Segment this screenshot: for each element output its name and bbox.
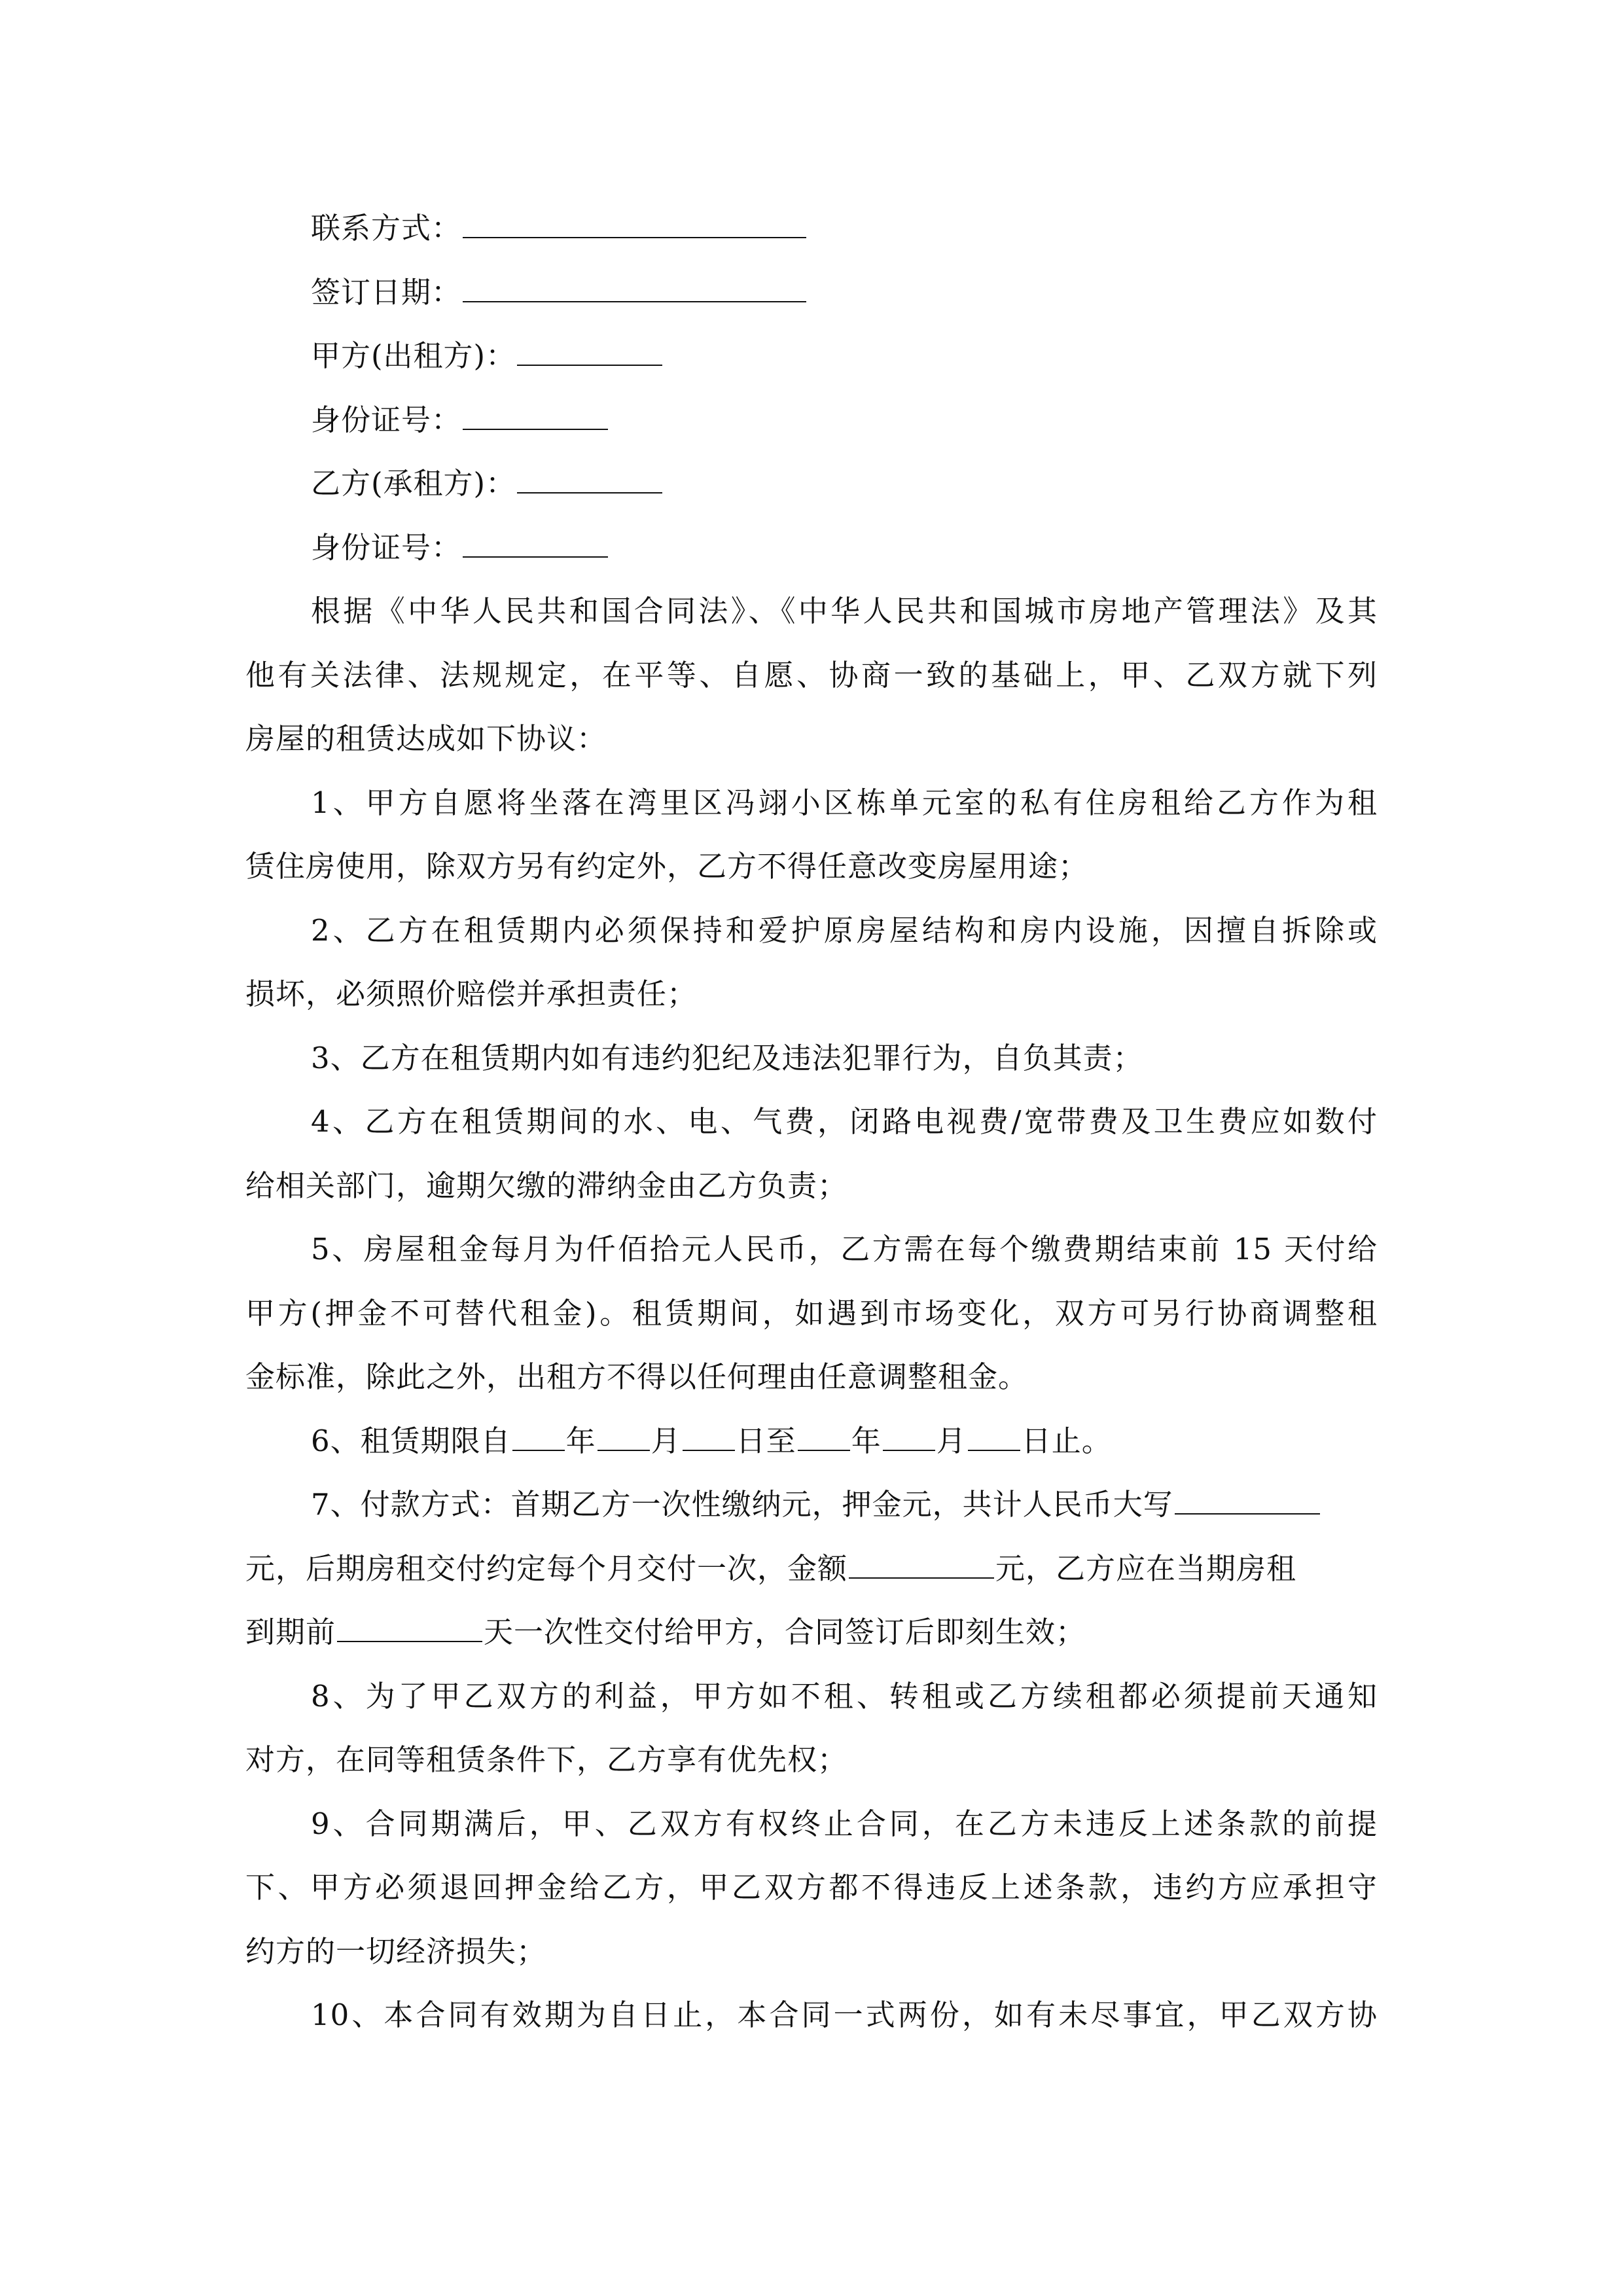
preamble-line: 他有关法律、法规规定，在平等、自愿、协商一致的基础上，甲、乙双方就下列: [245, 657, 1378, 692]
clause-5: [245, 1217, 1378, 1409]
month-label: 月: [936, 1423, 967, 1458]
clause-line: 下、甲方必须退回押金给乙方，甲乙双方都不得违反上述条款，违约方应承担守: [245, 1870, 1378, 1905]
clause-line: 损坏，必须照价赔偿并承担责任；: [245, 977, 698, 1011]
clause-line: [245, 1409, 1378, 1473]
clause-line: 5、房屋租金每月为仟佰拾元人民币，乙方需在每个缴费期结束前 15 天付给: [311, 1232, 1378, 1266]
clause-line: 约方的一切经济损失；: [245, 1933, 547, 1969]
date-label: 签订日期：: [311, 274, 462, 310]
due-days-blank: [337, 1619, 482, 1642]
clause-line: 给相关部门，逾期欠缴的滞纳金由乙方负责；: [245, 1168, 848, 1203]
end-month-blank: [883, 1427, 935, 1451]
day-to-label: 日至: [736, 1423, 796, 1458]
clause-line: 赁住房使用，除双方另有约定外，乙方不得任意改变房屋用途；: [245, 849, 1089, 884]
clause-9: [245, 1792, 1378, 1984]
month-label: 月: [651, 1423, 681, 1458]
clause-line: 10、本合同有效期为自日止，本合同一式两份，如有未尽事宜，甲乙双方协: [311, 1998, 1378, 2032]
id-a-blank: [463, 406, 608, 430]
monthly-amount-blank: [849, 1555, 994, 1579]
id-b-blank: [463, 534, 608, 558]
party-b-field: [245, 452, 1378, 516]
clause-line: 8、为了甲乙双方的利益，甲方如不租、转租或乙方续租都必须提前天通知: [311, 1678, 1378, 1713]
clause-3: [245, 1026, 1378, 1090]
clause-line: [245, 1600, 1378, 1664]
party-b-label: 乙方(承租方)：: [311, 466, 516, 501]
id-a-label: 身份证号：: [311, 402, 462, 437]
party-a-field: [245, 324, 1378, 388]
payment-amount-text: 元，后期房租交付约定每个月交付一次，金额: [245, 1551, 848, 1586]
end-day-blank: [968, 1427, 1020, 1451]
clause-line: 3、乙方在租赁期内如有违约犯纪及违法犯罪行为，自负其责；: [311, 1040, 1143, 1075]
clause-10: [245, 1983, 1378, 2047]
contact-blank: [463, 215, 806, 238]
date-field: [245, 260, 1378, 325]
payment-due-text-2: 天一次性交付给甲方，合同签订后即刻生效；: [484, 1615, 1086, 1649]
clause-line: 2、乙方在租赁期内必须保持和爱护原房屋结构和房内设施，因擅自拆除或: [311, 912, 1378, 948]
clause-line: 对方，在同等租赁条件下，乙方享有优先权；: [245, 1742, 848, 1777]
party-a-label: 甲方(出租方)：: [311, 338, 516, 373]
end-year-blank: [798, 1427, 850, 1451]
clause-8: [245, 1664, 1378, 1792]
clause-line: 9、合同期满后，甲、乙双方有权终止合同，在乙方未违反上述条款的前提: [311, 1806, 1378, 1841]
clause-line: 1、甲方自愿将坐落在湾里区冯翊小区栋单元室的私有住房租给乙方作为租: [311, 785, 1378, 820]
id-b-field: [245, 516, 1378, 580]
party-b-blank: [517, 470, 662, 493]
start-day-blank: [683, 1427, 735, 1451]
preamble-line: 根据《中华人民共和国合同法》、《中华人民共和国城市房地产管理法》及其: [311, 594, 1378, 628]
clause-1: [245, 771, 1378, 899]
clause-line: 甲方(押金不可替代租金)。租赁期间，如遇到市场变化，双方可另行协商调整租: [245, 1295, 1378, 1331]
party-a-blank: [517, 342, 662, 366]
start-month-blank: [597, 1427, 650, 1451]
preamble-line: 房屋的租赁达成如下协议：: [245, 721, 607, 756]
id-b-label: 身份证号：: [311, 529, 462, 565]
clause-line: 金标准，除此之外，出租方不得以任何理由任意调整租金。: [245, 1359, 1029, 1394]
id-a-field: [245, 388, 1378, 452]
year-label: 年: [851, 1423, 882, 1458]
preamble-paragraph: [245, 579, 1378, 771]
contract-body: [245, 196, 1378, 2047]
payment-due-text: 到期前: [245, 1615, 336, 1649]
day-end-label: 日止。: [1021, 1423, 1112, 1458]
clause-4: [245, 1090, 1378, 1217]
date-blank: [463, 279, 806, 302]
contact-label: 联系方式：: [311, 211, 462, 245]
clause-line: [245, 1537, 1378, 1601]
clause-line: 4、乙方在租赁期间的水、电、气费，闭路电视费/宽带费及卫生费应如数付: [311, 1104, 1378, 1139]
clause-2: [245, 899, 1378, 1026]
contact-field: [245, 196, 1378, 260]
clause-6: [245, 1409, 1378, 1473]
lease-term-prefix: 6、租赁期限自: [311, 1423, 511, 1458]
clause-7: [245, 1473, 1378, 1664]
start-year-blank: [512, 1427, 565, 1451]
payment-amount-text-2: 元，乙方应在当期房租: [995, 1551, 1297, 1586]
clause-line: [245, 1473, 1378, 1537]
payment-method-text: 7、付款方式：首期乙方一次性缴纳元，押金元，共计人民币大写: [311, 1487, 1173, 1522]
year-label: 年: [565, 1423, 596, 1458]
total-amount-blank: [1175, 1491, 1320, 1515]
